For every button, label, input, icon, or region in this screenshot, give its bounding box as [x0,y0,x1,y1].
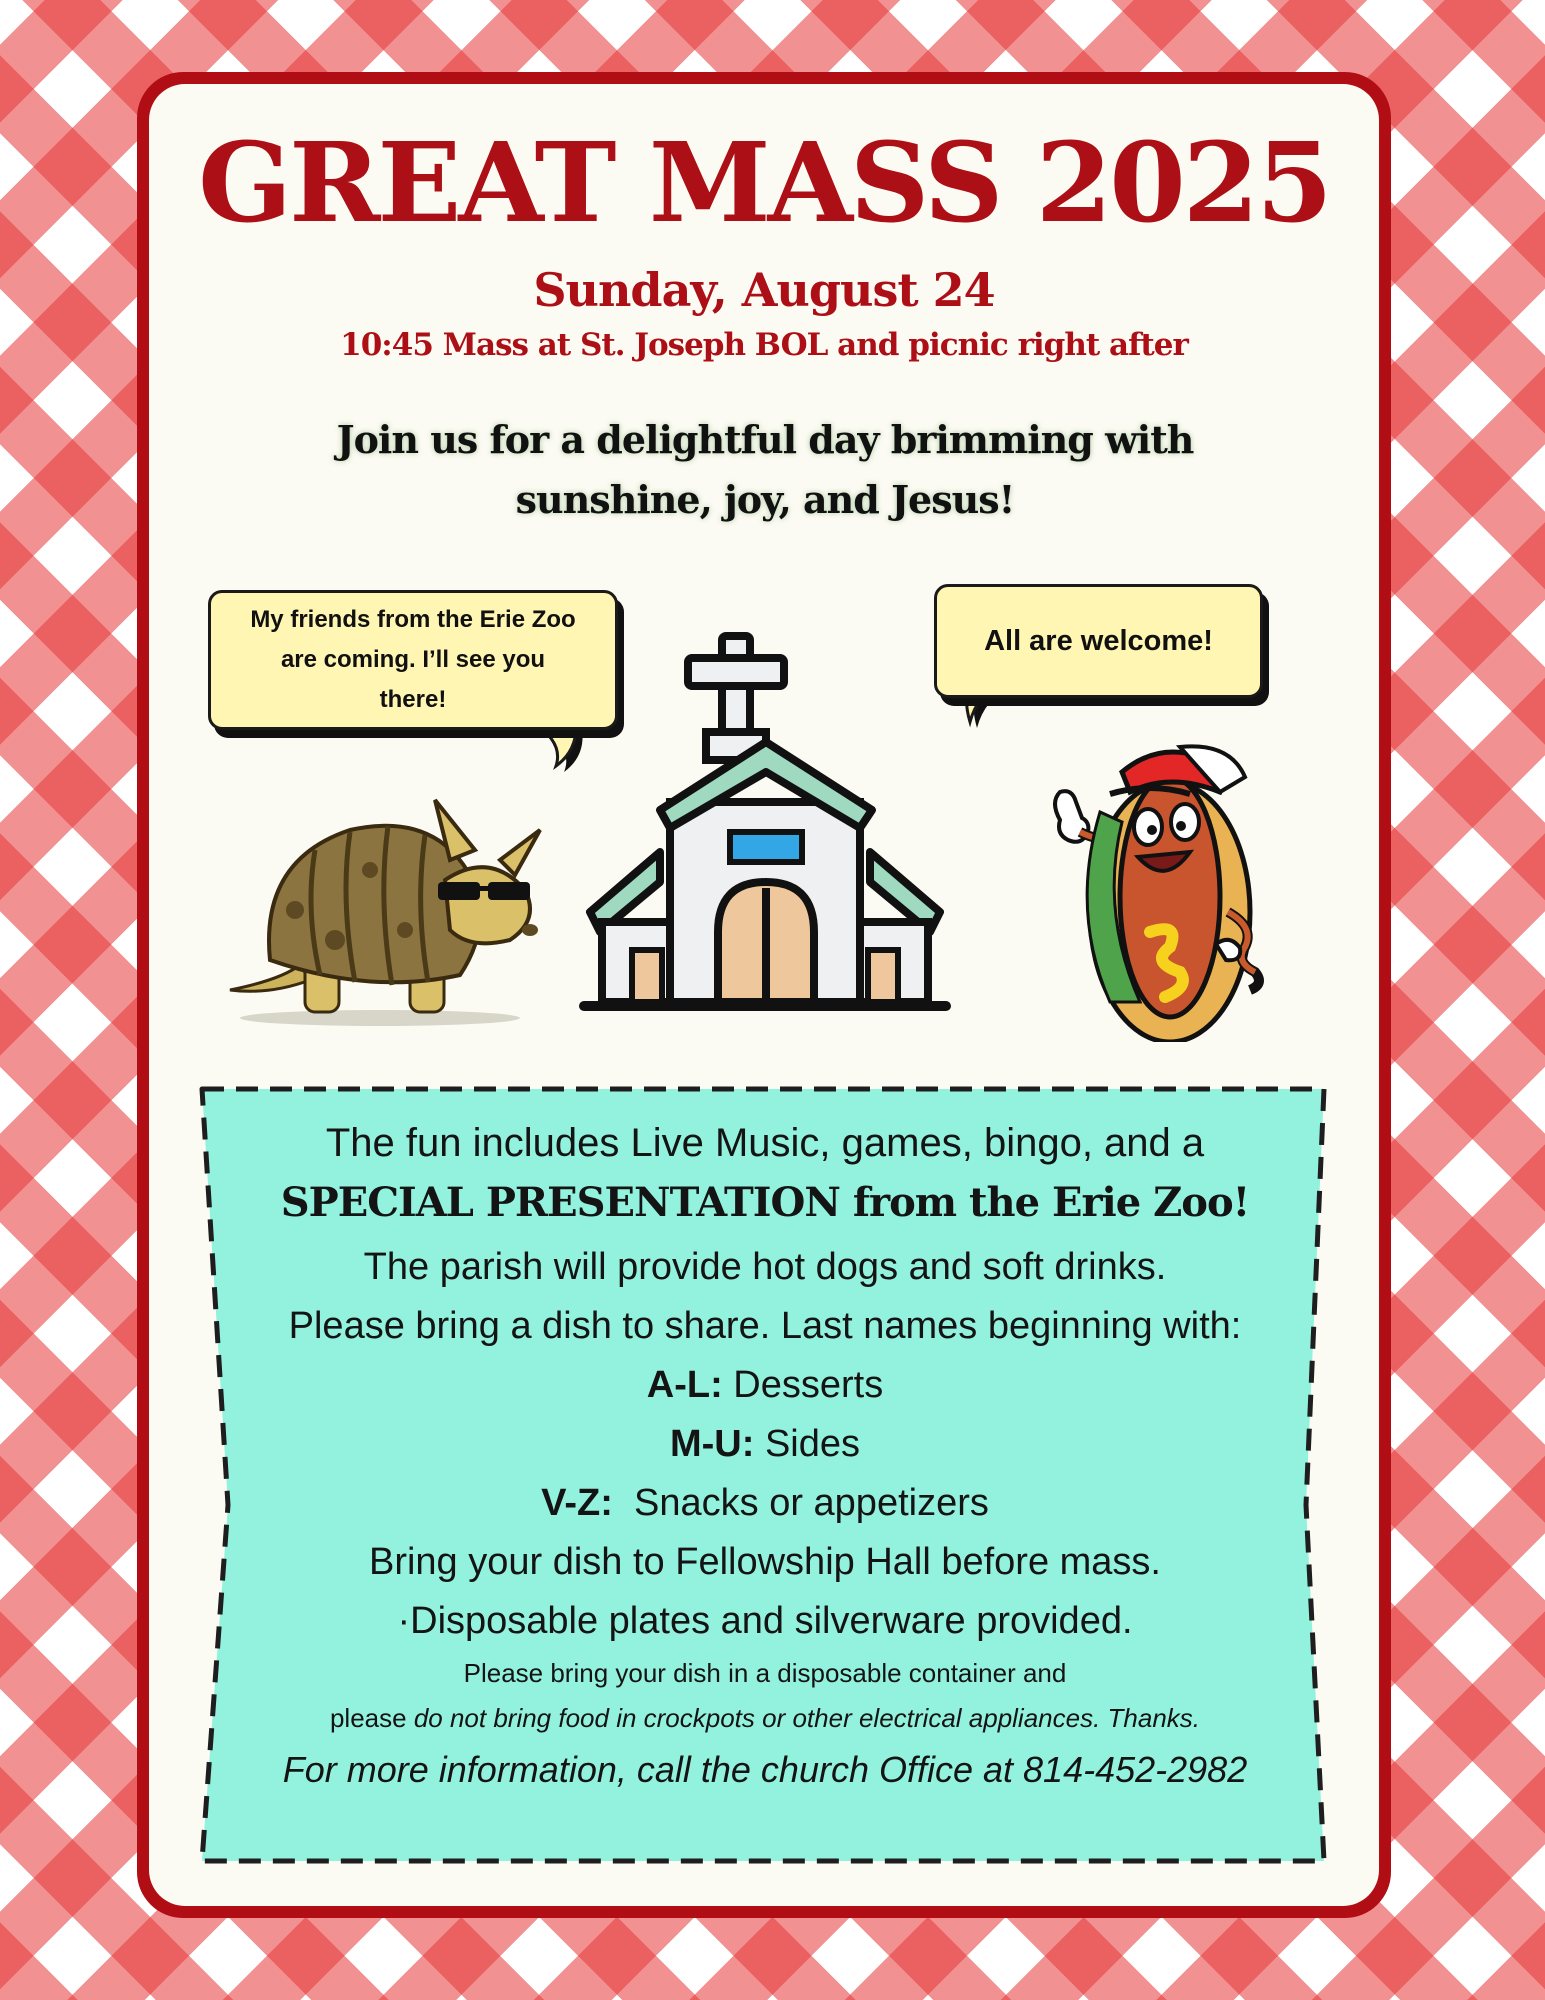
invite-line-1: Join us for a delightful day brimming with [336,417,1194,462]
bubble-left-line-2: are coming. I’ll see you [280,646,546,673]
group-item: Sides [754,1423,861,1465]
info-hall-line: Bring your dish to Fellowship Hall before mass. [368,1541,1161,1583]
hot-dog-icon [1030,722,1290,1042]
armadillo-icon [210,790,550,1030]
speech-bubble-armadillo [208,590,618,730]
bubble-left-line-1: My friends from the Erie Zoo [250,606,576,633]
info-container-line: Please bring your dish in a disposable container and [463,1658,1067,1688]
bubble-left-line-3: there! [379,686,447,713]
group-row-a-l [220,1356,1310,1415]
info-crockpot-line [220,1696,1310,1741]
group-letters: M-U: [669,1423,755,1465]
group-letters: A-L: [646,1364,723,1406]
info-plates-line: ·Disposable plates and silverware provided. [397,1600,1133,1642]
speech-bubble-hotdog: All are welcome! [934,584,1263,698]
group-item: Snacks or appetizers [612,1482,989,1524]
group-letters: V-Z: [541,1482,613,1524]
poster-title: GREAT MASS 2025 [198,118,1330,247]
group-item: Desserts [722,1364,884,1406]
crockpot-warning: do not bring food in crockpots or other electrical appliances. Thanks. [413,1703,1201,1733]
invite-text [300,410,1230,530]
info-contact-line: For more information, call the church Office at 814-452-2982 [282,1749,1248,1790]
group-row-m-u [220,1415,1310,1474]
event-date: Sunday, August 24 [533,263,995,317]
group-row-v-z [220,1474,1310,1533]
info-special-line: SPECIAL PRESENTATION from the Erie Zoo! [280,1179,1250,1226]
info-bring-line: Please bring a dish to share. Last names beginning with: [288,1305,1242,1347]
event-time: 10:45 Mass at St. Joseph BOL and picnic right after [340,327,1188,363]
crockpot-prefix: please [329,1703,414,1733]
info-fun-line: The fun includes Live Music, games, bingo, and a [325,1121,1205,1165]
info-provide-line: The parish will provide hot dogs and soft drinks. [363,1246,1167,1288]
church-icon [570,632,960,1022]
info-box [220,1118,1310,1799]
invite-line-2: sunshine, joy, and Jesus! [515,477,1015,522]
